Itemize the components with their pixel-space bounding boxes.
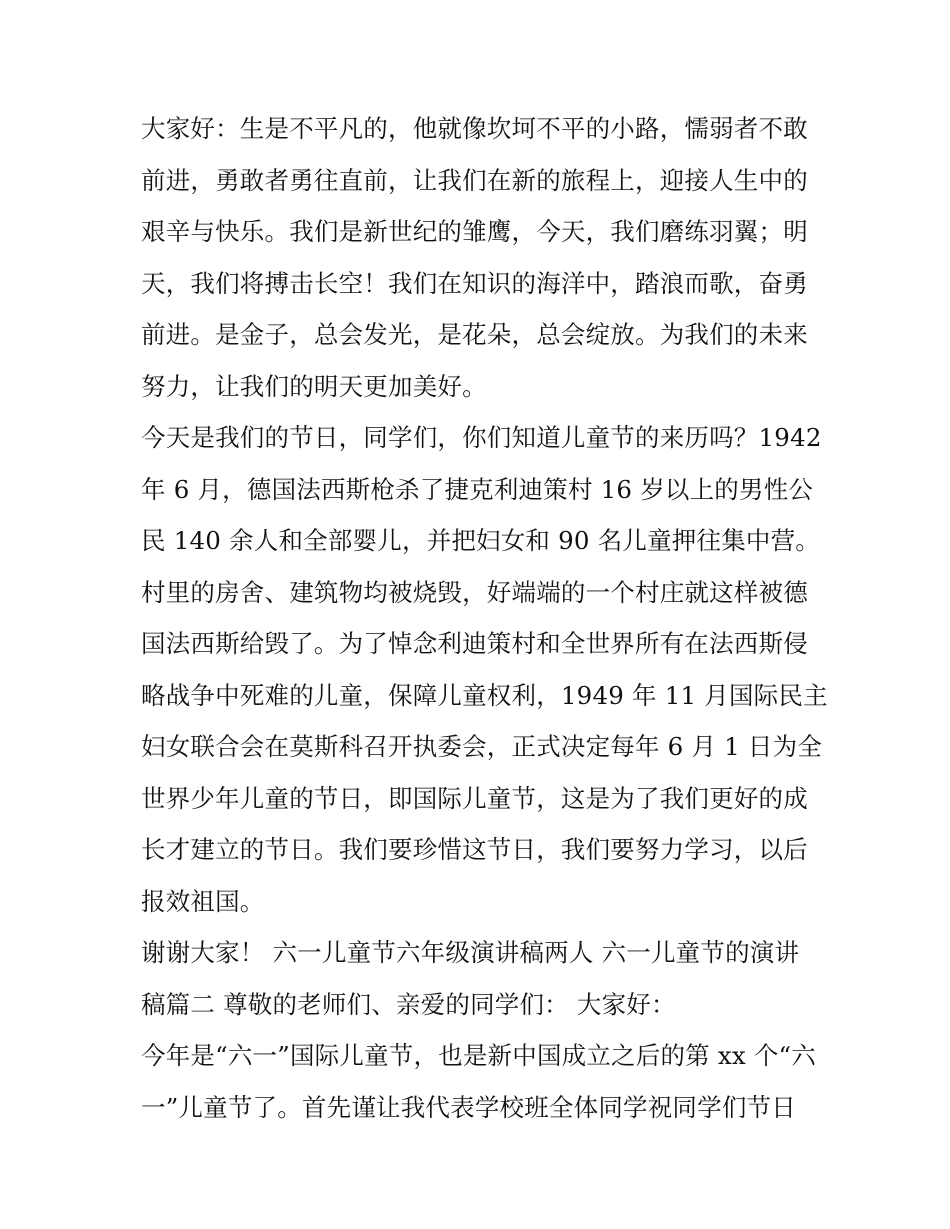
text-line: 报效祖国。 [141, 886, 265, 916]
document-body [141, 103, 828, 1133]
text-line: 今天是我们的节日，同学们，你们知道儿童节的来历吗？1942 [141, 423, 822, 452]
text-line: 民 140 余人和全部婴儿，并把妇女和 90 名儿童押往集中营。 [141, 526, 820, 555]
text-line: 大家好：生是不平凡的，他就像坎坷不平的小路，懦弱者不敢 [141, 114, 808, 143]
text-line: 稿篇二 尊敬的老师们、亲爱的同学们： 大家好： [141, 989, 676, 1019]
text-line: 谢谢大家！ 六一儿童节六年级演讲稿两人 六一儿童节的演讲 [141, 938, 800, 967]
text-line: 年 6 月，德国法西斯枪杀了捷克利迪策村 16 岁以上的男性公 [141, 474, 814, 504]
text-line: 长才建立的节日。我们要珍惜这节日，我们要努力学习，以后 [141, 835, 808, 864]
text-line: 妇女联合会在莫斯科召开执委会，正式决定每年 6 月 1 日为全 [141, 732, 823, 761]
text-line: 艰辛与快乐。我们是新世纪的雏鹰，今天，我们磨练羽翼；明 [141, 217, 808, 246]
text-line: 努力，让我们的明天更加美好。 [141, 371, 487, 401]
text-line: 天，我们将搏击长空！我们在知识的海洋中，踏浪而歌，奋勇 [141, 268, 808, 298]
text-line: 一”儿童节了。首先谨让我代表学校班全体同学祝同学们节日 [141, 1092, 796, 1122]
text-line: 今年是“六一”国际儿童节，也是新中国成立之后的第 xx 个“六 [141, 1041, 816, 1070]
text-line: 前进。是金子，总会发光，是花朵，总会绽放。为我们的未来 [141, 320, 808, 349]
text-line: 村里的房舍、建筑物均被烧毁，好端端的一个村庄就这样被德 [141, 577, 808, 607]
text-line: 国法西斯给毁了。为了悼念利迪策村和全世界所有在法西斯侵 [141, 629, 808, 658]
text-line: 世界少年儿童的节日，即国际儿童节，这是为了我们更好的成 [141, 783, 808, 813]
text-line: 略战争中死难的儿童，保障儿童权利，1949 年 11 月国际民主 [141, 680, 828, 710]
text-line: 前进，勇敢者勇往直前，让我们在新的旅程上，迎接人生中的 [141, 165, 808, 195]
